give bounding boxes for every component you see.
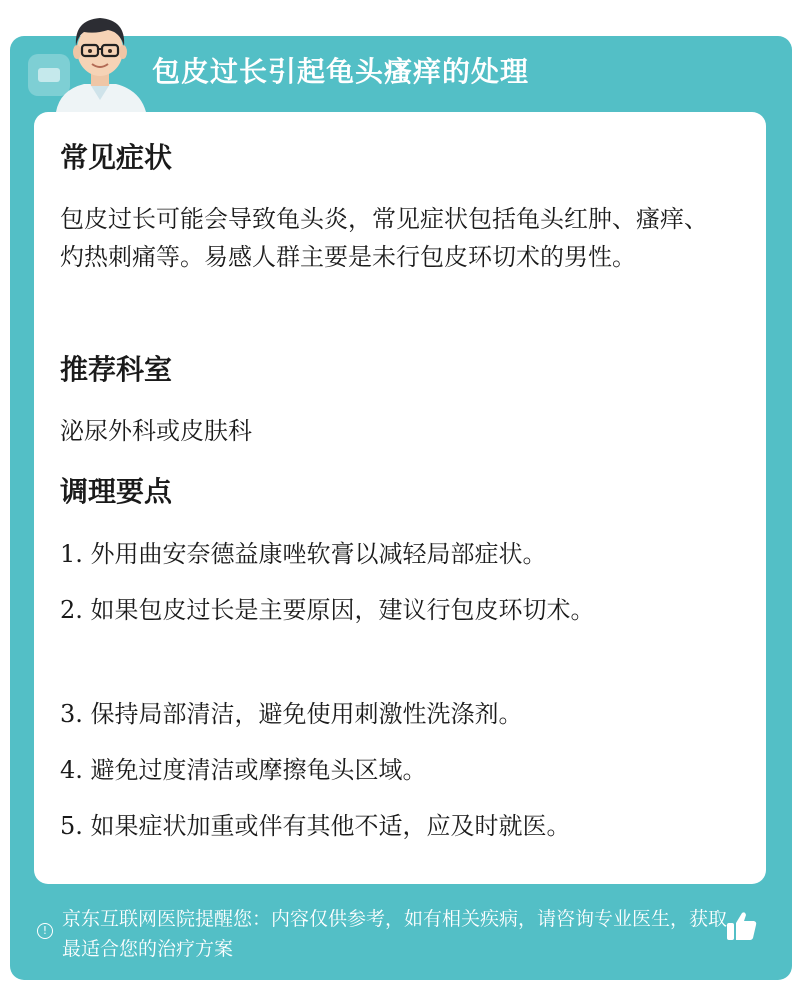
list-item-text: 外用曲安奈德益康唑软膏以减轻局部症状。 <box>90 540 547 568</box>
care-list-item <box>60 591 710 629</box>
care-list-item <box>60 751 710 789</box>
list-item-text: 如果症状加重或伴有其他不适，应及时就医。 <box>90 812 571 840</box>
care-list-item <box>60 695 710 733</box>
list-item-text: 保持局部清洁，避免使用刺激性洗涤剂。 <box>90 700 523 728</box>
list-item-text: 如果包皮过长是主要原因，建议行包皮环切术。 <box>90 596 595 624</box>
info-icon: ! <box>37 923 53 939</box>
list-item-number: 4. <box>60 756 83 784</box>
disclaimer-text: 京东互联网医院提醒您：内容仅供参考，如有相关疾病，请咨询专业医生，获取最适合您的治疗方案 <box>62 908 728 960</box>
content-panel <box>34 112 766 884</box>
care-list-item <box>60 807 710 845</box>
page-title: 包皮过长引起龟头瘙痒的处理 <box>152 55 530 88</box>
list-item-number: 5. <box>60 812 83 840</box>
list-item-number: 1. <box>60 540 83 568</box>
department-heading: 推荐科室 <box>60 353 173 386</box>
thumbs-up-icon[interactable] <box>724 908 760 944</box>
symptoms-heading: 常见症状 <box>60 141 173 174</box>
list-item-text: 避免过度清洁或摩擦龟头区域。 <box>90 756 427 784</box>
care-list-item <box>60 535 710 573</box>
symptoms-text: 包皮过长可能会导致龟头炎，常见症状包括龟头红肿、瘙痒、灼热刺痛等。易感人群主要是未行包皮环切术的男性。 <box>60 205 708 271</box>
department-text: 泌尿外科或皮肤科 <box>60 417 252 445</box>
list-item-number: 2. <box>60 596 83 624</box>
doctor-avatar <box>44 8 156 112</box>
list-item-number: 3. <box>60 700 83 728</box>
care-heading: 调理要点 <box>60 475 173 508</box>
